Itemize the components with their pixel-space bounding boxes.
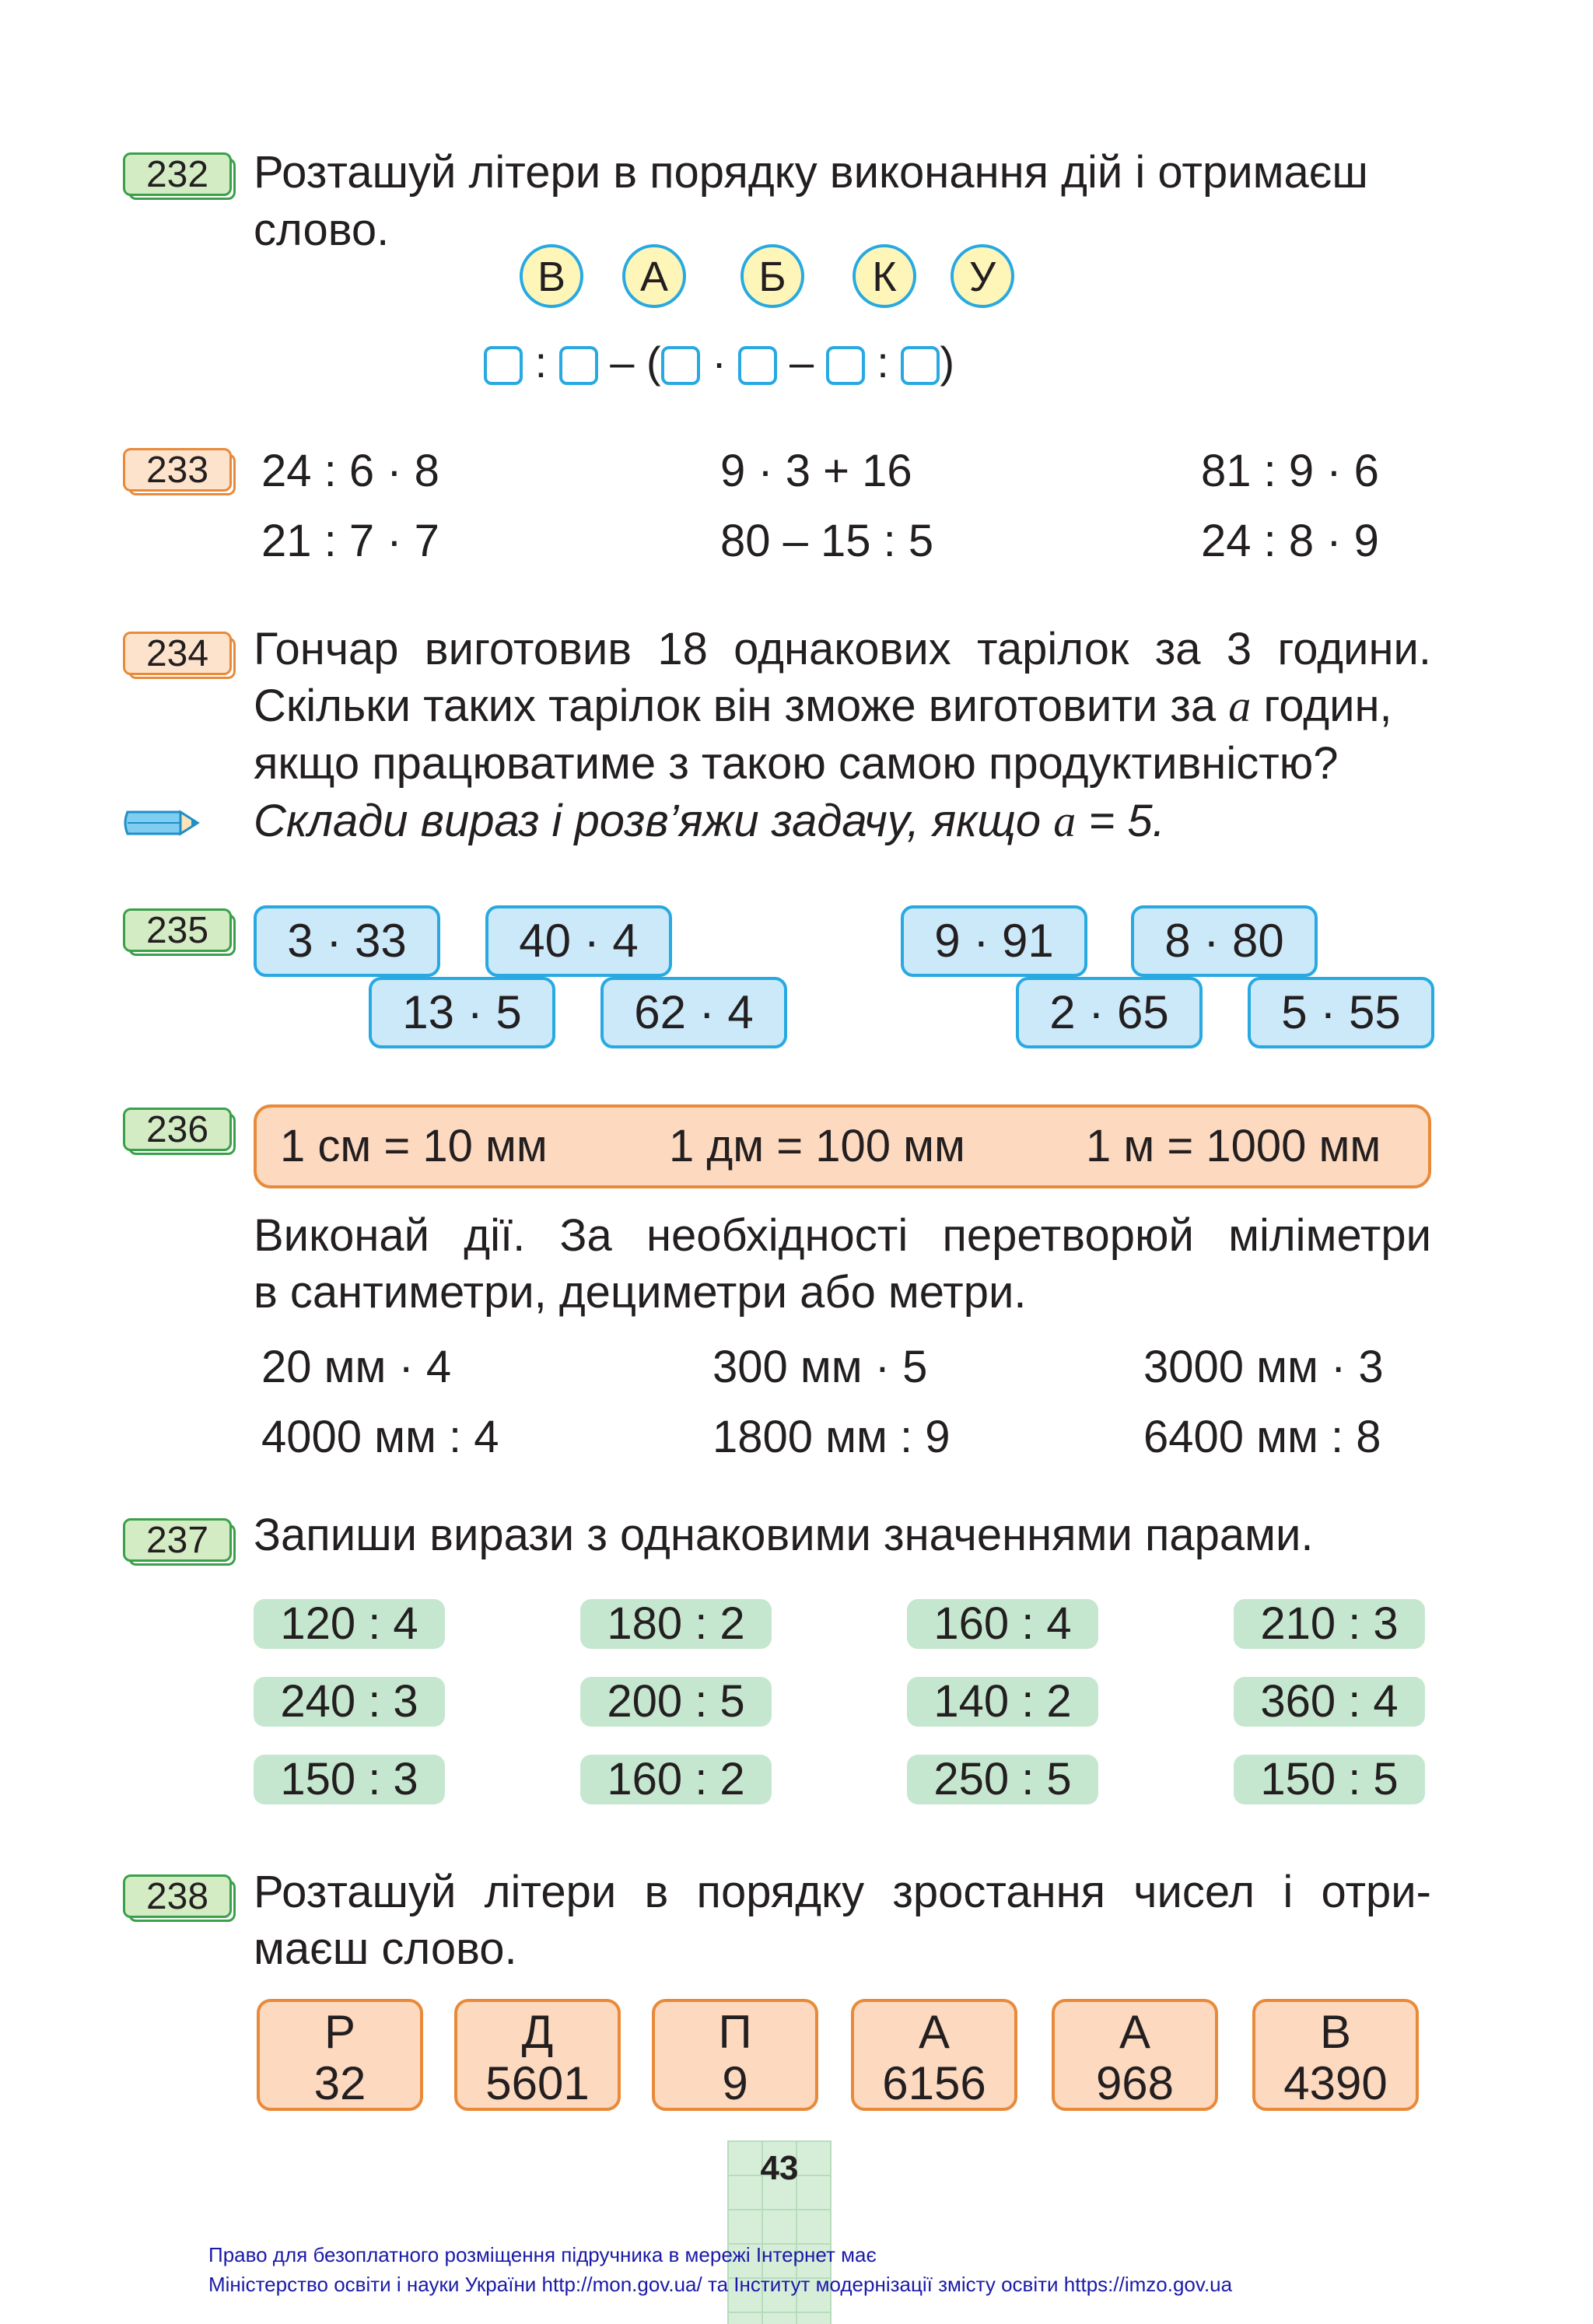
card-letter: В (1319, 2006, 1352, 2058)
operator: – (610, 338, 635, 387)
answer-box[interactable] (559, 346, 598, 385)
task-232-text-line2: слово. (254, 205, 390, 255)
expression-pill: 150 : 3 (254, 1755, 445, 1804)
unit-relation: 1 см = 10 мм (280, 1121, 548, 1171)
expression: 21 : 7 · 7 (261, 516, 439, 566)
expression: 81 : 9 · 6 (1201, 446, 1379, 496)
order-expression (484, 334, 954, 390)
answer-box[interactable] (484, 346, 523, 385)
unit-relation: 1 дм = 100 мм (669, 1121, 965, 1171)
letter-number-card (1252, 1999, 1419, 2111)
task-number-236: 236 (123, 1108, 232, 1151)
variable-a: a (1228, 681, 1252, 731)
card-number: 4390 (1283, 2057, 1388, 2109)
task-number-238: 238 (123, 1874, 232, 1918)
card-letter: А (1119, 2006, 1151, 2058)
expression-pill: 140 : 2 (907, 1677, 1098, 1727)
text-segment: годин, (1251, 681, 1392, 731)
footer-line2: Міністерство освіти і науки України http://mon.gov.ua/ та Інститут модернізації змісту освіти https://imzo.gov.ua (208, 2273, 1233, 2296)
answer-box[interactable] (661, 346, 700, 385)
answer-box[interactable] (738, 346, 777, 385)
letter-number-card (652, 1999, 818, 2111)
unit-relation: 1 м = 1000 мм (1086, 1121, 1381, 1171)
card-number: 32 (313, 2057, 366, 2109)
text-segment: = 5. (1076, 796, 1165, 846)
card-letter: П (718, 2006, 752, 2058)
task-237-text: Запиши вирази з однаковими значеннями парами. (254, 1510, 1314, 1560)
letter-circle: К (853, 244, 916, 308)
letter-number-card (454, 1999, 621, 2111)
expression-pill: 360 : 4 (1234, 1677, 1425, 1727)
card-letter: Д (521, 2006, 554, 2058)
task-number-232: 232 (123, 152, 232, 196)
task-232-text-line1: Розташуй літери в порядку виконання дій і отримаєш (254, 147, 1368, 198)
expression-card: 5 · 55 (1248, 977, 1434, 1048)
card-number: 9 (722, 2057, 748, 2109)
expression-card: 62 · 4 (600, 977, 787, 1048)
task-234-line3: якщо працюватиме з такою самою продуктивністю? (254, 738, 1339, 789)
expression-pill: 200 : 5 (580, 1677, 772, 1727)
letter-circle: У (951, 244, 1014, 308)
expression-card: 8 · 80 (1131, 905, 1318, 977)
expression: 6400 мм : 8 (1143, 1412, 1381, 1462)
task-234-line4 (254, 793, 1165, 849)
variable-a: a (1053, 796, 1077, 846)
expression-card: 40 · 4 (485, 905, 672, 977)
expression-card: 2 · 65 (1016, 977, 1203, 1048)
operator: ) (940, 338, 955, 387)
answer-box[interactable] (901, 346, 940, 385)
expression-pill: 160 : 4 (907, 1599, 1098, 1649)
card-letter: Р (324, 2006, 356, 2058)
expression-card: 3 · 33 (254, 905, 440, 977)
expression-pill: 120 : 4 (254, 1599, 445, 1649)
text-segment: Склади вираз і розв’яжи задачу, якщо (254, 796, 1054, 846)
card-letter: А (918, 2006, 951, 2058)
page-number: 43 (760, 2149, 799, 2187)
answer-box[interactable] (826, 346, 865, 385)
expression: 24 : 6 · 8 (261, 446, 439, 496)
task-238-line2: маєш слово. (254, 1923, 517, 1974)
card-number: 5601 (485, 2057, 590, 2109)
task-number-235: 235 (123, 908, 232, 952)
expression: 3000 мм · 3 (1143, 1342, 1384, 1392)
letter-number-card (257, 1999, 423, 2111)
expression-pill: 240 : 3 (254, 1677, 445, 1727)
text-segment: Скільки таких тарілок він зможе виготовити за (254, 681, 1229, 731)
task-number-237: 237 (123, 1518, 232, 1562)
expression: 1800 мм : 9 (712, 1412, 951, 1462)
letter-circle: Б (740, 244, 804, 308)
operator: – (789, 338, 814, 387)
footer-line1: Право для безоплатного розміщення підручника в мережі Інтернет має (208, 2243, 877, 2266)
expression: 9 · 3 + 16 (720, 446, 912, 496)
task-234-line1: Гончар виготовив 18 однакових тарілок за 3 години. (254, 624, 1431, 674)
operator: ( (646, 338, 661, 387)
task-238-line1: Розташуй літери в порядку зростання чисел і отри- (254, 1867, 1431, 1917)
operator: : (877, 338, 889, 387)
letter-circle: А (622, 244, 686, 308)
expression: 20 мм · 4 (261, 1342, 452, 1392)
letter-number-card (1052, 1999, 1218, 2111)
units-reference-box (254, 1104, 1431, 1188)
expression-card: 9 · 91 (901, 905, 1087, 977)
card-number: 968 (1095, 2057, 1175, 2109)
expression-pill: 180 : 2 (580, 1599, 772, 1649)
task-234-line2 (254, 678, 1392, 734)
expression-card: 13 · 5 (369, 977, 555, 1048)
task-number-234: 234 (123, 632, 232, 675)
task-236-line1: Виконай дії. За необхідності перетворюй міліметри (254, 1210, 1431, 1261)
task-number-233: 233 (123, 448, 232, 492)
task-236-line2: в сантиметри, дециметри або метри. (254, 1267, 1027, 1318)
expression: 24 : 8 · 9 (1201, 516, 1379, 566)
expression-pill: 250 : 5 (907, 1755, 1098, 1804)
expression: 300 мм · 5 (712, 1342, 928, 1392)
expression: 4000 мм : 4 (261, 1412, 499, 1462)
pencil-icon (123, 807, 201, 838)
expression-pill: 150 : 5 (1234, 1755, 1425, 1804)
operator: : (534, 338, 548, 387)
expression-pill: 210 : 3 (1234, 1599, 1425, 1649)
operator: · (712, 338, 726, 387)
letter-circle: В (520, 244, 583, 308)
expression: 80 – 15 : 5 (720, 516, 934, 566)
letter-number-card (851, 1999, 1017, 2111)
card-number: 6156 (882, 2057, 986, 2109)
expression-pill: 160 : 2 (580, 1755, 772, 1804)
